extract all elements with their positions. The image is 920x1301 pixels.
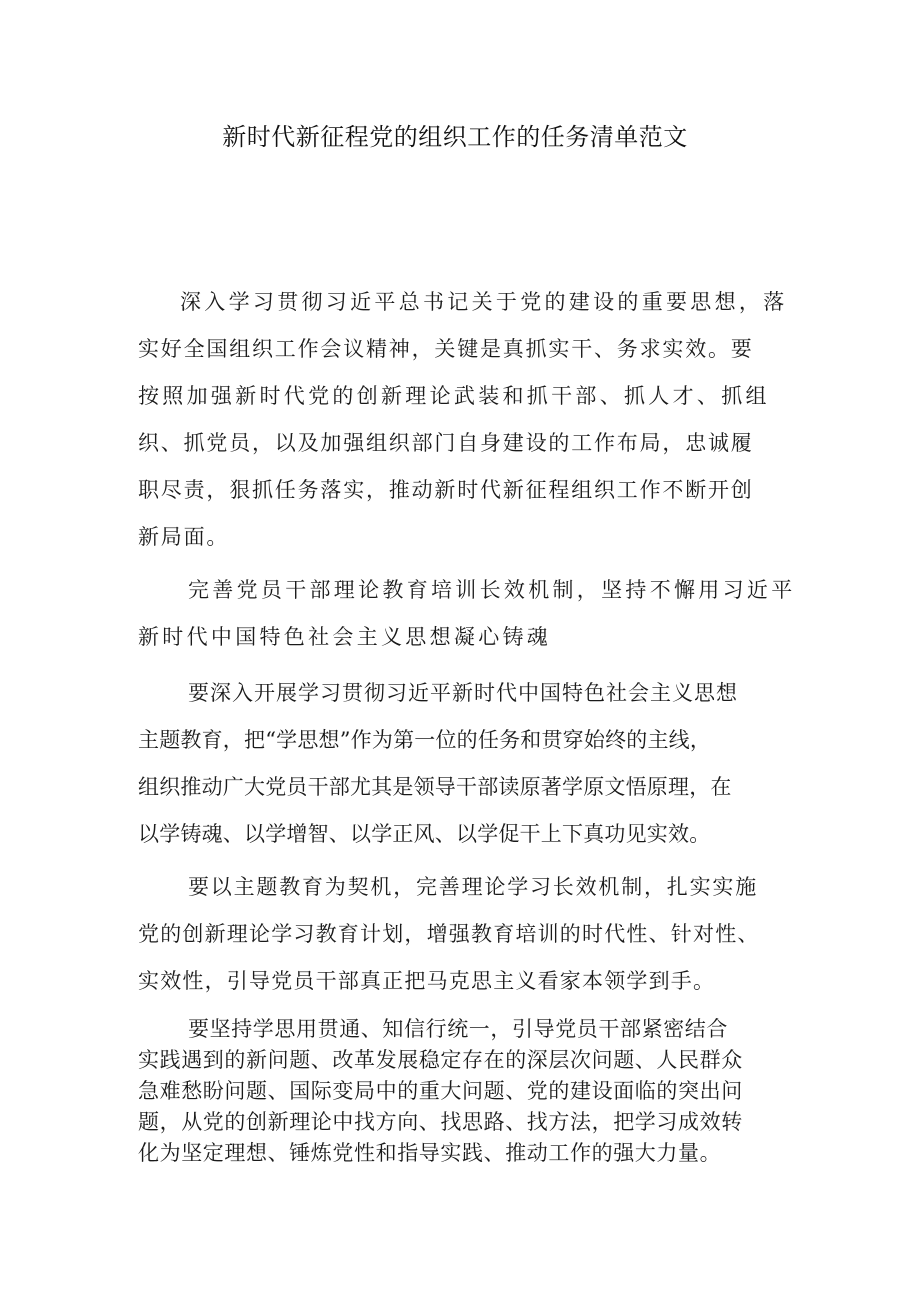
paragraph-4-line-3: 急难愁盼问题、国际变局中的重大问题、党的建设面临的突出问 <box>138 1079 743 1103</box>
paragraph-4-line-4: 题，从党的创新理论中找方向、找思路、找方法，把学习成效转 <box>138 1110 743 1134</box>
document-title: 新时代新征程党的组织工作的任务清单范文 <box>222 123 688 151</box>
paragraph-1-line-3: 按照加强新时代党的创新理论武装和抓干部、抓人才、抓组 <box>138 384 770 408</box>
paragraph-4-line-1: 要坚持学思用贯通、知信行统一，引导党员干部紧密结合 <box>188 1017 728 1041</box>
paragraph-1-line-1: 深入学习贯彻习近平总书记关于党的建设的重要思想，落 <box>180 290 788 314</box>
paragraph-4-line-5: 化为坚定理想、锤炼党性和指导实践、推动工作的强大力量。 <box>138 1141 722 1165</box>
section-heading-line-1: 完善党员干部理论教育培训长效机制，坚持不懈用习近平 <box>188 578 796 602</box>
paragraph-2-line-2: 主题教育，把“学思想”作为第一位的任务和贯穿始终的主线， <box>138 728 712 752</box>
paragraph-3-line-1: 要以主题教育为契机，完善理论学习长效机制，扎实实施 <box>188 875 758 899</box>
paragraph-3-line-2: 党的创新理论学习教育计划，增强教育培训的时代性、针对性、 <box>138 922 760 946</box>
paragraph-1-line-6: 新局面。 <box>138 525 230 549</box>
paragraph-3-line-3: 实效性，引导党员干部真正把马克思主义看家本领学到手。 <box>138 969 716 993</box>
paragraph-1-line-4: 织、抓党员，以及加强组织部门自身建设的工作布局，忠诚履 <box>138 431 754 455</box>
paragraph-2-line-4: 以学铸魂、以学增智、以学正风、以学促干上下真功见实效。 <box>138 822 711 846</box>
section-heading-line-2: 新时代中国特色社会主义思想凝心铸魂 <box>138 625 552 649</box>
paragraph-2-line-1: 要深入开展学习贯彻习近平新时代中国特色社会主义思想 <box>188 681 738 705</box>
paragraph-2-line-3: 组织推动广大党员干部尤其是领导干部读原著学原文悟原理，在 <box>138 775 732 799</box>
paragraph-1-line-2: 实好全国组织工作会议精神，关键是真抓实干、务求实效。要 <box>138 337 754 361</box>
paragraph-1-line-5: 职尽责，狠抓任务落实，推动新时代新征程组织工作不断开创 <box>138 478 754 502</box>
paragraph-4-line-2: 实践遇到的新问题、改革发展稳定存在的深层次问题、人民群众 <box>138 1048 743 1072</box>
